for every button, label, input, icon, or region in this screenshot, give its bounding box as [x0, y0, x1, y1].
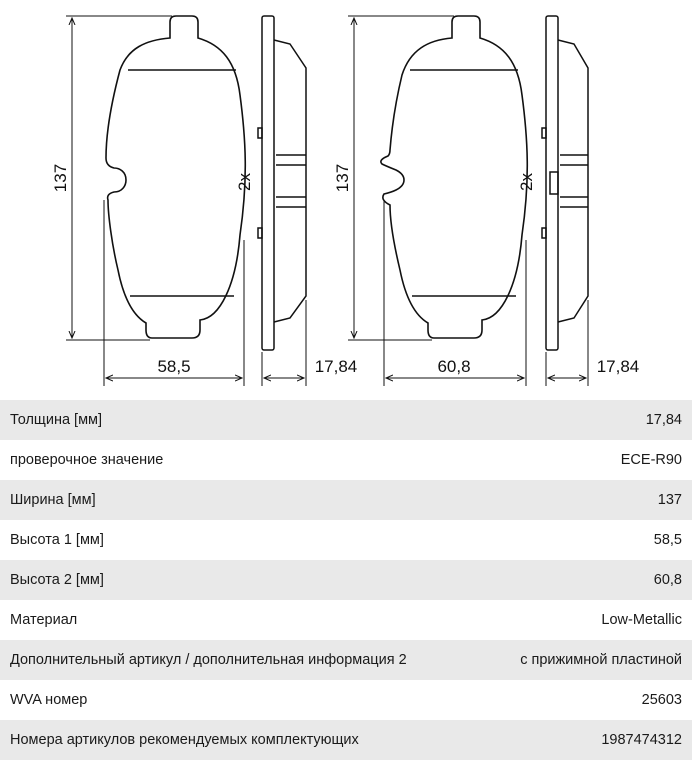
spec-key: Ширина [мм]	[10, 492, 96, 508]
pad2-front-view	[381, 16, 527, 338]
spec-value: ECE-R90	[620, 452, 682, 468]
pad2-height-label: 137	[333, 163, 352, 193]
spec-row-test-value	[0, 440, 692, 480]
spec-row-wva-number	[0, 680, 692, 720]
pad1-outline	[106, 16, 245, 338]
pad1-front-view	[106, 16, 245, 338]
pad1-count-label: 2x	[235, 173, 254, 191]
pad1-thickness-label: 17,84	[314, 357, 358, 376]
spec-row-additional-info	[0, 640, 692, 680]
spec-row-width	[0, 480, 692, 520]
pad2-count-label: 2x	[517, 173, 536, 191]
pad2-width-label: 60,8	[437, 357, 471, 376]
spec-key: Высота 1 [мм]	[10, 532, 104, 548]
spec-value: 60,8	[653, 572, 682, 588]
spec-value: с прижимной пластиной	[520, 652, 682, 668]
spec-key: Номера артикулов рекомендуемых комплектующих	[10, 732, 359, 748]
pad2-side-view	[542, 16, 588, 350]
spec-value: Low-Metallic	[601, 612, 682, 628]
spec-key: Высота 2 [мм]	[10, 572, 104, 588]
spec-key: Дополнительный артикул / дополнительная информация 2	[10, 652, 407, 668]
spec-value: 58,5	[653, 532, 682, 548]
spec-key: WVA номер	[10, 692, 88, 708]
spec-value: 25603	[641, 692, 682, 708]
spec-row-height-1	[0, 520, 692, 560]
pad2-outline	[381, 16, 527, 338]
spec-row-thickness	[0, 400, 692, 440]
pad1-width-label: 58,5	[157, 357, 191, 376]
pad2-dimensions	[348, 16, 588, 386]
pad2-thickness-label: 17,84	[596, 357, 640, 376]
specs-table	[0, 400, 692, 760]
spec-row-height-2	[0, 560, 692, 600]
pad1-height-label: 137	[51, 163, 70, 193]
spec-key: Материал	[10, 612, 78, 628]
spec-key: Толщина [мм]	[10, 412, 103, 428]
spec-value: 137	[657, 492, 682, 508]
spec-value: 17,84	[645, 412, 682, 428]
spec-row-recommended-parts	[0, 720, 692, 760]
spec-value: 1987474312	[601, 732, 682, 748]
pad1-side-view	[258, 16, 306, 350]
pad1-dimensions	[66, 16, 306, 386]
spec-row-material	[0, 600, 692, 640]
spec-key: проверочное значение	[10, 452, 164, 468]
